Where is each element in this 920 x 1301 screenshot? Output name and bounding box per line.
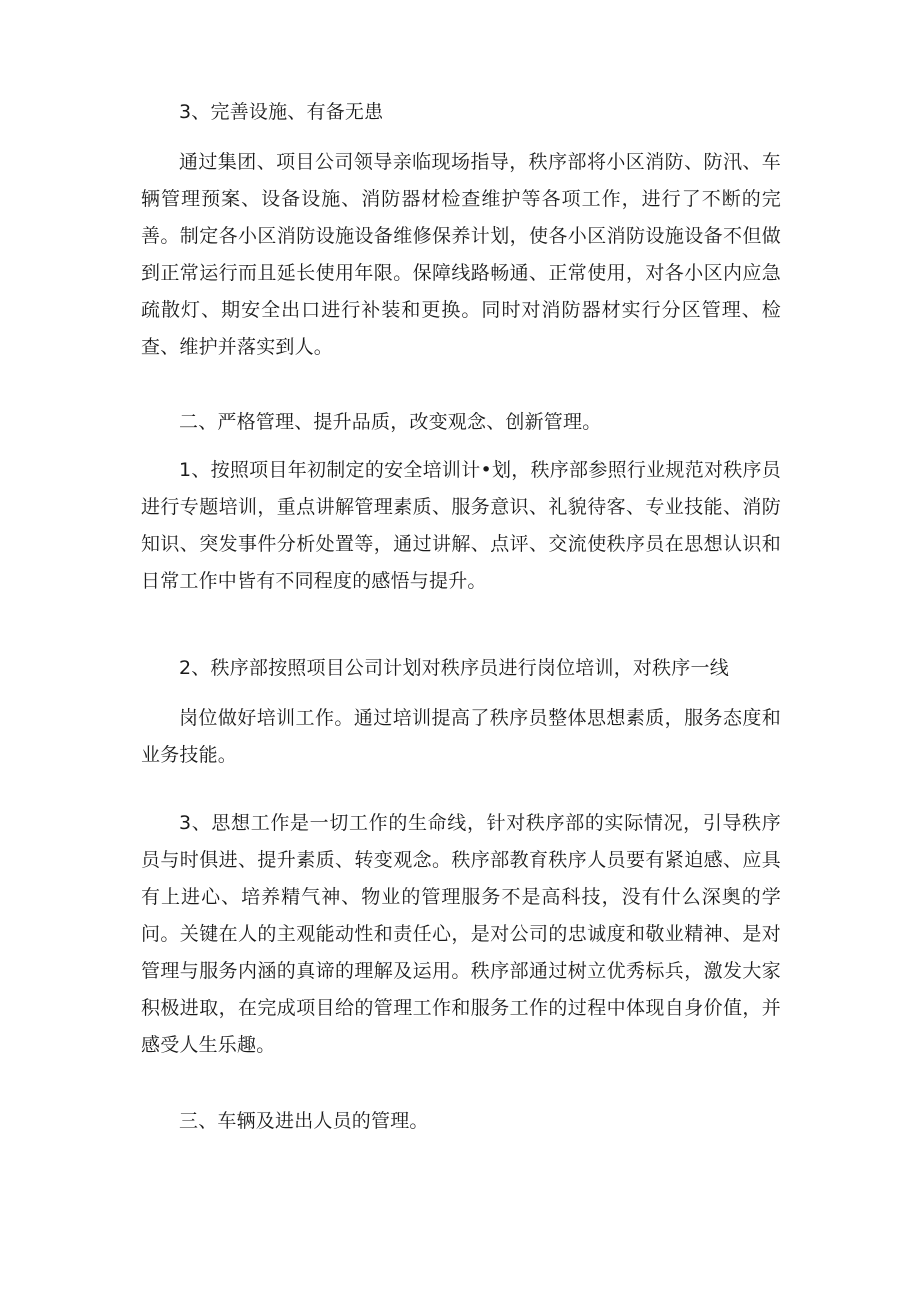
paragraph-ideological-work: 3、思想工作是一切工作的生命线，针对秩序部的实际情况，引导秩序员与时俱进、提升素质、转变观念。秩序部教育秩序人员要有紧迫感、应具有上进心、培养精气神、物业的管理服务不是高科技，没有什么深奥的学问。关键在人的主观能动性和责任心，是对公司的忠诚度和敬业精神、是对管理与服务内涵的真谛的理解及运用。秩序部通过树立优秀标兵，激发大家积极进取，在完成项目给的管理工作和服务工作的过程中体现自身价值，并感受人生乐趣。 <box>141 812 781 1056</box>
section-heading-vehicle-management: 三、车辆及进出人员的管理。 <box>179 1110 429 1132</box>
paragraph-facilities-improvement: 通过集团、项目公司领导亲临现场指导，秩序部将小区消防、防汛、车辆管理预案、设备设施、消防器材检查维护等各项工作，进行了不断的完善。制定各小区消防设施设备维修保养计划，使各小区消防设施设备不但做到正常运行而且延长使用年限。保障线路畅通、正常使用，对各小区内应急疏散灯、期安全出口进行补装和更换。同时对消防器材实行分区管理、检查、维护并落实到人。 <box>141 151 781 358</box>
paragraph-post-training-result: 岗位做好培训工作。通过培训提高了秩序员整体思想素质，服务态度和业务技能。 <box>141 707 781 766</box>
paragraph-safety-training: 1、按照项目年初制定的安全培训计•划，秩序部参照行业规范对秩序员进行专题培训，重点讲解管理素质、服务意识、礼貌待客、专业技能、消防知识、突发事件分析处置等，通过讲解、点评、交流使秩序员在思想认识和日常工作中皆有不同程度的感悟与提升。 <box>141 459 781 592</box>
section-heading-strict-management: 二、严格管理、提升品质，改变观念、创新管理。 <box>179 411 602 433</box>
paragraph-post-training-intro: 2、秩序部按照项目公司计划对秩序员进行岗位培训，对秩序一线 <box>179 657 729 679</box>
section-heading-facilities: 3、完善设施、有备无患 <box>179 101 384 123</box>
